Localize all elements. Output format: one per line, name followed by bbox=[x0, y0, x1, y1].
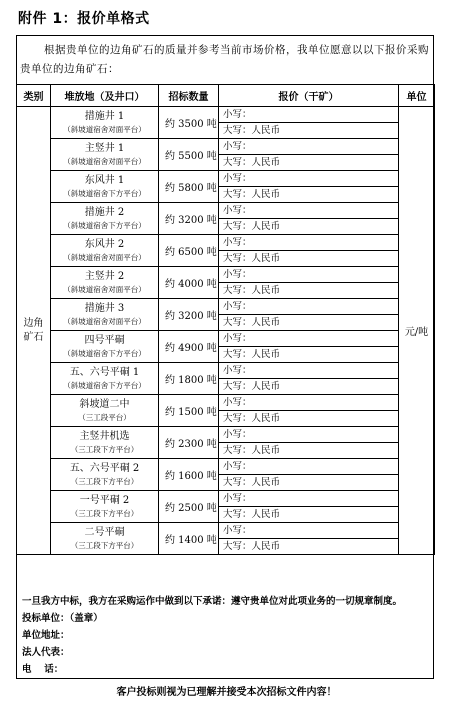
price-big-field[interactable]: 大写：人民币 bbox=[219, 539, 399, 555]
location-sub: （斜坡道宿舍下方平台） bbox=[63, 188, 146, 198]
price-small-field[interactable]: 小写： bbox=[219, 331, 399, 347]
quantity-cell: 约 4900 吨 bbox=[159, 331, 219, 363]
header-location: 堆放地（及井口） bbox=[51, 85, 159, 107]
location-name: 措施井 1 bbox=[84, 110, 125, 122]
location-sub: （斜坡道宿舍下方平台） bbox=[63, 380, 146, 390]
quantity-cell: 约 1500 吨 bbox=[159, 395, 219, 427]
header-quantity: 招标数量 bbox=[159, 85, 219, 107]
quantity-cell: 约 4000 吨 bbox=[159, 267, 219, 299]
location-sub: （三工段下方平台） bbox=[70, 540, 139, 550]
commitment-text: 一旦我方中标，我方在采购运作中做到以下承诺：遵守贵单位对此项业务的一切规章制度。 bbox=[22, 596, 403, 607]
price-small-field[interactable]: 小写： bbox=[219, 491, 399, 507]
location-sub: （斜坡道宿舍对面平台） bbox=[63, 252, 146, 262]
location-sub: （斜坡道宿舍下方平台） bbox=[63, 220, 146, 230]
location-cell bbox=[51, 171, 159, 203]
location-name: 东风井 2 bbox=[84, 238, 125, 250]
price-small-field[interactable]: 小写： bbox=[219, 395, 399, 411]
table-row bbox=[17, 267, 435, 283]
price-big-field[interactable]: 大写：人民币 bbox=[219, 411, 399, 427]
location-name: 一号平硐 2 bbox=[79, 494, 130, 506]
table-row bbox=[17, 363, 435, 379]
location-cell bbox=[51, 459, 159, 491]
location-cell bbox=[51, 107, 159, 139]
price-small-field[interactable]: 小写： bbox=[219, 203, 399, 219]
page-title: 附件 1：报价单格式 bbox=[18, 11, 150, 27]
table-row bbox=[17, 523, 435, 539]
location-sub: （三工段下方平台） bbox=[70, 476, 139, 486]
location-name: 四号平硐 bbox=[84, 334, 125, 346]
quantity-cell: 约 3200 吨 bbox=[159, 299, 219, 331]
quantity-cell: 约 5500 吨 bbox=[159, 139, 219, 171]
location-cell bbox=[51, 395, 159, 427]
price-small-field[interactable]: 小写： bbox=[219, 267, 399, 283]
price-big-field[interactable]: 大写：人民币 bbox=[219, 123, 399, 139]
table-row bbox=[17, 331, 435, 347]
quantity-cell: 约 1800 吨 bbox=[159, 363, 219, 395]
price-big-field[interactable]: 大写：人民币 bbox=[219, 187, 399, 203]
location-name: 主竖井 1 bbox=[84, 142, 125, 154]
price-small-field[interactable]: 小写： bbox=[219, 107, 399, 123]
location-sub: （斜坡道宿舍对面平台） bbox=[63, 156, 146, 166]
table-row bbox=[17, 395, 435, 411]
location-cell bbox=[51, 363, 159, 395]
header-unit: 单位 bbox=[399, 85, 435, 107]
table-row bbox=[17, 203, 435, 219]
price-small-field[interactable]: 小写： bbox=[219, 139, 399, 155]
location-cell bbox=[51, 299, 159, 331]
price-big-field[interactable]: 大写：人民币 bbox=[219, 507, 399, 523]
location-sub: （斜坡道宿舍对面平台） bbox=[63, 316, 146, 326]
location-cell bbox=[51, 331, 159, 363]
location-name: 斜坡道二中 bbox=[79, 398, 130, 410]
location-sub: （三工段下方平台） bbox=[70, 444, 139, 454]
location-sub: （三工段平台） bbox=[78, 412, 131, 422]
table-row bbox=[17, 235, 435, 251]
header-category: 类别 bbox=[17, 85, 51, 107]
location-cell bbox=[51, 139, 159, 171]
phone-field: 电 话： bbox=[22, 664, 64, 675]
quantity-cell: 约 6500 吨 bbox=[159, 235, 219, 267]
quantity-cell: 约 1600 吨 bbox=[159, 459, 219, 491]
location-name: 东风井 1 bbox=[84, 174, 125, 186]
location-name: 措施井 2 bbox=[84, 206, 125, 218]
price-big-field[interactable]: 大写：人民币 bbox=[219, 315, 399, 331]
location-name: 二号平硐 bbox=[84, 526, 125, 538]
footer-block bbox=[22, 593, 402, 678]
address-field: 单位地址： bbox=[22, 630, 70, 641]
location-sub: （斜坡道宿舍下方平台） bbox=[63, 348, 146, 358]
price-small-field[interactable]: 小写： bbox=[219, 459, 399, 475]
location-cell bbox=[51, 267, 159, 299]
price-small-field[interactable]: 小写： bbox=[219, 171, 399, 187]
quotation-table bbox=[16, 84, 435, 555]
intro-paragraph: 根据贵单位的边角矿石的质量并参考当前市场价格，我单位愿意以以下报价采购贵单位的边角矿石： bbox=[20, 44, 429, 75]
price-small-field[interactable]: 小写： bbox=[219, 299, 399, 315]
legal-rep-field: 法人代表： bbox=[22, 647, 70, 658]
location-cell bbox=[51, 427, 159, 459]
category-cell: 边角 矿石 bbox=[17, 107, 51, 555]
location-cell bbox=[51, 523, 159, 555]
price-big-field[interactable]: 大写：人民币 bbox=[219, 155, 399, 171]
quantity-cell: 约 1400 吨 bbox=[159, 523, 219, 555]
price-small-field[interactable]: 小写： bbox=[219, 235, 399, 251]
location-sub: （三工段下方平台） bbox=[70, 508, 139, 518]
location-name: 措施井 3 bbox=[84, 302, 125, 314]
location-name: 五、六号平硐 1 bbox=[69, 366, 140, 378]
price-small-field[interactable]: 小写： bbox=[219, 363, 399, 379]
quantity-cell: 约 2300 吨 bbox=[159, 427, 219, 459]
bidder-field: 投标单位：（盖章） bbox=[22, 613, 103, 624]
quantity-cell: 约 3200 吨 bbox=[159, 203, 219, 235]
price-big-field[interactable]: 大写：人民币 bbox=[219, 219, 399, 235]
location-sub: （斜坡道宿舍对面平台） bbox=[63, 284, 146, 294]
closing-note: 客户投标则视为已理解并接受本次招标文件内容！ bbox=[116, 687, 337, 698]
table-row bbox=[17, 491, 435, 507]
price-big-field[interactable]: 大写：人民币 bbox=[219, 443, 399, 459]
location-cell bbox=[51, 491, 159, 523]
location-name: 主竖井机选 bbox=[79, 430, 130, 442]
location-sub: （斜坡道宿舍对面平台） bbox=[63, 124, 146, 134]
quantity-cell: 约 2500 吨 bbox=[159, 491, 219, 523]
price-big-field[interactable]: 大写：人民币 bbox=[219, 251, 399, 267]
table-header-row bbox=[17, 85, 435, 107]
price-big-field[interactable]: 大写：人民币 bbox=[219, 379, 399, 395]
quantity-cell: 约 3500 吨 bbox=[159, 107, 219, 139]
price-small-field[interactable]: 小写： bbox=[219, 523, 399, 539]
header-price: 报价（干矿） bbox=[219, 85, 399, 107]
table-row bbox=[17, 171, 435, 187]
unit-cell: 元/吨 bbox=[399, 107, 435, 555]
price-big-field[interactable]: 大写：人民币 bbox=[219, 347, 399, 363]
table-row bbox=[17, 459, 435, 475]
location-cell bbox=[51, 235, 159, 267]
table-row bbox=[17, 427, 435, 443]
quantity-cell: 约 5800 吨 bbox=[159, 171, 219, 203]
table-row bbox=[17, 139, 435, 155]
table-row bbox=[17, 299, 435, 315]
location-name: 五、六号平硐 2 bbox=[69, 462, 140, 474]
location-name: 主竖井 2 bbox=[84, 270, 125, 282]
table-row bbox=[17, 107, 435, 123]
location-cell bbox=[51, 203, 159, 235]
price-big-field[interactable]: 大写：人民币 bbox=[219, 283, 399, 299]
price-small-field[interactable]: 小写： bbox=[219, 427, 399, 443]
price-big-field[interactable]: 大写：人民币 bbox=[219, 475, 399, 491]
